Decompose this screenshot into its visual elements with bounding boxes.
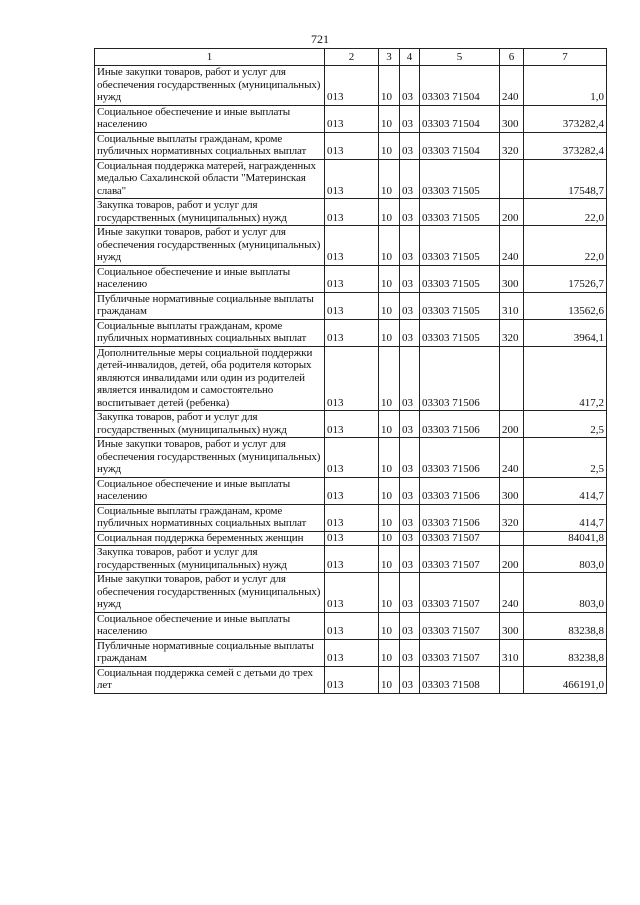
row-amount: 17548,7 <box>524 159 607 199</box>
row-subsection: 03 <box>400 612 420 639</box>
row-expense-type: 320 <box>500 319 524 346</box>
row-target-article: 03303 71507 <box>420 531 500 546</box>
row-grbs: 013 <box>325 105 379 132</box>
row-grbs: 013 <box>325 438 379 478</box>
row-section: 10 <box>379 573 400 613</box>
table-row <box>95 132 607 159</box>
row-section: 10 <box>379 226 400 266</box>
row-name: Закупка товаров, работ и услуг для государственных (муниципальных) нужд <box>95 411 325 438</box>
row-name: Социальное обеспечение и иные выплаты населению <box>95 105 325 132</box>
row-amount: 373282,4 <box>524 105 607 132</box>
row-target-article: 03303 71506 <box>420 504 500 531</box>
table-row <box>95 292 607 319</box>
row-subsection: 03 <box>400 346 420 411</box>
row-amount: 22,0 <box>524 199 607 226</box>
row-target-article: 03303 71504 <box>420 132 500 159</box>
row-name: Иные закупки товаров, работ и услуг для обеспечения государственных (муниципальных) нужд <box>95 66 325 106</box>
row-section: 10 <box>379 546 400 573</box>
row-amount: 83238,8 <box>524 612 607 639</box>
row-amount: 466191,0 <box>524 666 607 693</box>
row-section: 10 <box>379 666 400 693</box>
row-target-article: 03303 71507 <box>420 546 500 573</box>
row-expense-type: 240 <box>500 438 524 478</box>
table-row <box>95 199 607 226</box>
table-row <box>95 319 607 346</box>
table-row <box>95 411 607 438</box>
row-target-article: 03303 71506 <box>420 438 500 478</box>
row-section: 10 <box>379 132 400 159</box>
col-header-subsection: 4 <box>400 49 420 66</box>
row-name: Социальные выплаты гражданам, кроме публичных нормативных социальных выплат <box>95 319 325 346</box>
row-amount: 17526,7 <box>524 265 607 292</box>
row-amount: 13562,6 <box>524 292 607 319</box>
table-row <box>95 105 607 132</box>
row-target-article: 03303 71505 <box>420 319 500 346</box>
col-header-amount: 7 <box>524 49 607 66</box>
row-section: 10 <box>379 159 400 199</box>
row-name: Социальная поддержка беременных женщин <box>95 531 325 546</box>
row-target-article: 03303 71505 <box>420 292 500 319</box>
row-amount: 22,0 <box>524 226 607 266</box>
row-section: 10 <box>379 199 400 226</box>
row-subsection: 03 <box>400 199 420 226</box>
row-amount: 83238,8 <box>524 639 607 666</box>
row-target-article: 03303 71506 <box>420 346 500 411</box>
row-expense-type: 300 <box>500 265 524 292</box>
row-subsection: 03 <box>400 639 420 666</box>
row-expense-type: 310 <box>500 639 524 666</box>
row-grbs: 013 <box>325 477 379 504</box>
row-expense-type: 320 <box>500 132 524 159</box>
row-amount: 1,0 <box>524 66 607 106</box>
row-expense-type: 240 <box>500 66 524 106</box>
row-target-article: 03303 71507 <box>420 573 500 613</box>
table-row <box>95 573 607 613</box>
row-section: 10 <box>379 265 400 292</box>
row-amount: 803,0 <box>524 546 607 573</box>
row-target-article: 03303 71508 <box>420 666 500 693</box>
col-header-target-article: 5 <box>420 49 500 66</box>
row-grbs: 013 <box>325 226 379 266</box>
table-row <box>95 666 607 693</box>
row-name: Публичные нормативные социальные выплаты гражданам <box>95 639 325 666</box>
table-row <box>95 504 607 531</box>
row-name: Социальная поддержка семей с детьми до трех лет <box>95 666 325 693</box>
row-grbs: 013 <box>325 546 379 573</box>
row-expense-type: 240 <box>500 573 524 613</box>
row-target-article: 03303 71506 <box>420 411 500 438</box>
row-name: Социальное обеспечение и иные выплаты населению <box>95 612 325 639</box>
table-row <box>95 639 607 666</box>
row-amount: 3964,1 <box>524 319 607 346</box>
row-grbs: 013 <box>325 159 379 199</box>
row-expense-type <box>500 531 524 546</box>
row-section: 10 <box>379 477 400 504</box>
row-amount: 803,0 <box>524 573 607 613</box>
row-amount: 2,5 <box>524 411 607 438</box>
row-section: 10 <box>379 438 400 478</box>
row-grbs: 013 <box>325 573 379 613</box>
table-row <box>95 612 607 639</box>
row-section: 10 <box>379 319 400 346</box>
row-target-article: 03303 71507 <box>420 612 500 639</box>
row-expense-type <box>500 346 524 411</box>
row-name: Социальная поддержка матерей, награжденных медалью Сахалинской области "Материнская слава" <box>95 159 325 199</box>
table-row <box>95 159 607 199</box>
col-header-expense-type: 6 <box>500 49 524 66</box>
table-row <box>95 346 607 411</box>
row-amount: 417,2 <box>524 346 607 411</box>
row-subsection: 03 <box>400 66 420 106</box>
table-row <box>95 546 607 573</box>
table-row <box>95 438 607 478</box>
row-target-article: 03303 71505 <box>420 159 500 199</box>
row-grbs: 013 <box>325 639 379 666</box>
row-expense-type: 240 <box>500 226 524 266</box>
header-row <box>95 49 607 66</box>
table-row <box>95 265 607 292</box>
row-subsection: 03 <box>400 573 420 613</box>
row-target-article: 03303 71507 <box>420 639 500 666</box>
row-amount: 414,7 <box>524 477 607 504</box>
row-section: 10 <box>379 411 400 438</box>
row-name: Социальное обеспечение и иные выплаты населению <box>95 265 325 292</box>
row-name: Закупка товаров, работ и услуг для государственных (муниципальных) нужд <box>95 546 325 573</box>
row-subsection: 03 <box>400 319 420 346</box>
row-expense-type <box>500 159 524 199</box>
row-section: 10 <box>379 504 400 531</box>
row-name: Иные закупки товаров, работ и услуг для обеспечения государственных (муниципальных) нужд <box>95 226 325 266</box>
row-name: Закупка товаров, работ и услуг для государственных (муниципальных) нужд <box>95 199 325 226</box>
row-target-article: 03303 71505 <box>420 199 500 226</box>
row-subsection: 03 <box>400 159 420 199</box>
row-target-article: 03303 71505 <box>420 265 500 292</box>
row-subsection: 03 <box>400 531 420 546</box>
row-subsection: 03 <box>400 546 420 573</box>
row-grbs: 013 <box>325 612 379 639</box>
row-name: Социальные выплаты гражданам, кроме публичных нормативных социальных выплат <box>95 132 325 159</box>
row-grbs: 013 <box>325 411 379 438</box>
row-section: 10 <box>379 612 400 639</box>
col-header-grbs: 2 <box>325 49 379 66</box>
row-section: 10 <box>379 346 400 411</box>
row-name: Дополнительные меры социальной поддержки детей-инвалидов, детей, оба родителя которых являются инвалидами или один из родителей является инвалидом и самостоятельно воспитывает детей (ребенка) <box>95 346 325 411</box>
row-subsection: 03 <box>400 292 420 319</box>
row-section: 10 <box>379 66 400 106</box>
budget-table <box>94 48 607 694</box>
row-section: 10 <box>379 639 400 666</box>
row-name: Социальное обеспечение и иные выплаты населению <box>95 477 325 504</box>
table-row <box>95 477 607 504</box>
table-row <box>95 531 607 546</box>
row-grbs: 013 <box>325 199 379 226</box>
row-grbs: 013 <box>325 66 379 106</box>
row-expense-type: 310 <box>500 292 524 319</box>
row-name: Иные закупки товаров, работ и услуг для обеспечения государственных (муниципальных) нужд <box>95 438 325 478</box>
row-subsection: 03 <box>400 477 420 504</box>
row-section: 10 <box>379 531 400 546</box>
row-expense-type <box>500 666 524 693</box>
row-grbs: 013 <box>325 346 379 411</box>
row-grbs: 013 <box>325 319 379 346</box>
row-subsection: 03 <box>400 411 420 438</box>
col-header-section: 3 <box>379 49 400 66</box>
row-subsection: 03 <box>400 226 420 266</box>
row-subsection: 03 <box>400 666 420 693</box>
row-amount: 2,5 <box>524 438 607 478</box>
col-header-name: 1 <box>95 49 325 66</box>
row-subsection: 03 <box>400 265 420 292</box>
row-name: Публичные нормативные социальные выплаты гражданам <box>95 292 325 319</box>
row-amount: 373282,4 <box>524 132 607 159</box>
table-row <box>95 226 607 266</box>
row-amount: 414,7 <box>524 504 607 531</box>
row-subsection: 03 <box>400 132 420 159</box>
row-target-article: 03303 71504 <box>420 105 500 132</box>
row-expense-type: 200 <box>500 411 524 438</box>
row-expense-type: 320 <box>500 504 524 531</box>
row-subsection: 03 <box>400 504 420 531</box>
row-target-article: 03303 71504 <box>420 66 500 106</box>
row-grbs: 013 <box>325 132 379 159</box>
row-section: 10 <box>379 105 400 132</box>
row-expense-type: 300 <box>500 477 524 504</box>
row-expense-type: 200 <box>500 546 524 573</box>
row-grbs: 013 <box>325 265 379 292</box>
page-number: 721 <box>311 32 329 46</box>
row-name: Иные закупки товаров, работ и услуг для обеспечения государственных (муниципальных) нужд <box>95 573 325 613</box>
row-expense-type: 300 <box>500 612 524 639</box>
row-grbs: 013 <box>325 504 379 531</box>
row-grbs: 013 <box>325 666 379 693</box>
row-name: Социальные выплаты гражданам, кроме публичных нормативных социальных выплат <box>95 504 325 531</box>
row-section: 10 <box>379 292 400 319</box>
table-row <box>95 66 607 106</box>
row-target-article: 03303 71505 <box>420 226 500 266</box>
row-grbs: 013 <box>325 292 379 319</box>
row-target-article: 03303 71506 <box>420 477 500 504</box>
row-grbs: 013 <box>325 531 379 546</box>
row-subsection: 03 <box>400 438 420 478</box>
row-expense-type: 300 <box>500 105 524 132</box>
row-expense-type: 200 <box>500 199 524 226</box>
row-subsection: 03 <box>400 105 420 132</box>
row-amount: 84041,8 <box>524 531 607 546</box>
